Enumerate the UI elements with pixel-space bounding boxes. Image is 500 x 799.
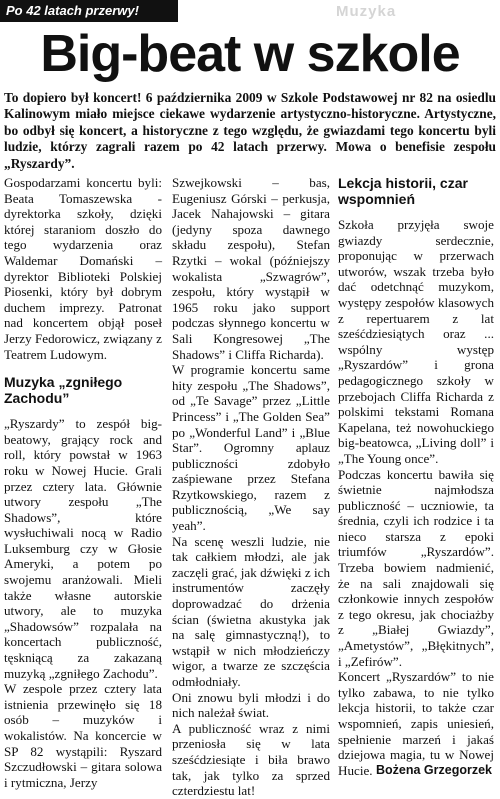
col1-paragraph-1: Gospodarzami koncertu byli: Beata Tomaszewska - dyrektorka szkoły, dzięki której staraniom doszło do tego wydarzenia oraz Waldemar Domański – dyrektor Biblioteki Polskiej Piosenki, który był dobrym duchem imprezy. Patronat nad koncertem objął poseł Jerzy Fedorowicz, związany z Teatrem Ludowym. [4, 175, 162, 362]
col1-paragraph-3: W zespole przez cztery lata istnienia przewinęło się 18 osób – muzyków i wokalistów. Na koncercie w SP 82 wystąpili: Ryszard Szczudłowski – gitara solowa i rytmiczna, Jerzy [4, 681, 162, 790]
column-1 [4, 175, 162, 790]
col2-paragraph-3: Na scenę weszli ludzie, nie tak całkiem młodzi, ale jak zaczęli grać, jak dźwięki z ich instrumentów zaczęły doprowadzać do drżenia ścian (świetna akustyka jak na salę gimnastyczną!), to wstąpił w nich młodzieńczy wigor, a twarze ze szczęścia odmłodniały. [172, 533, 330, 689]
col2-paragraph-5: A publiczność wraz z nimi przeniosła się w lata sześćdziesiąte i biła brawo tak, jak tylko za sprzed czterdziestu lat! [172, 720, 330, 799]
headline: Big-beat w szkole [40, 25, 460, 83]
col3-paragraph-2: Podczas koncertu bawiła się świetnie najmłodsza publiczność – uczniowie, ta średnia, czyli ich rodzice i ta nieco starsza z epoki triumfów „Ryszardów”. Trzeba bowiem nadmienić, że na sali znajdowali się członkowie innych zespołów z tego okresu, jak chociażby z „Białej Gwiazdy”, „Ametystów”, „Błękitnych”, i „Zefirów”. [338, 466, 494, 669]
author-byline: Bożena Grzegorzek [375, 763, 492, 777]
subheading-muzyka: Muzyka „zgniłego Zachodu” [4, 374, 123, 407]
column-2 [172, 175, 330, 799]
column-3 [338, 175, 494, 778]
col2-paragraph-4: Oni znowu byli młodzi i do nich należał świat. [172, 689, 330, 721]
col3-paragraph-3: Koncert „Ryszardów” to nie tylko zabawa, to nie tylko lekcja historii, to także czar wspomnień, zapis uniesień, spełnienie marzeń i jakaś dziejowa magia, tu w Nowej Hucie. [338, 669, 494, 778]
kicker-label: Po 42 latach przerwy! [0, 0, 178, 22]
col1-paragraph-2: „Ryszardy” to zespół big-beatowy, grający rock and roll, który powstał w 1963 roku w Nowej Hucie. Grali przez cztery lata. Głównie utwory zespołu „The Shadows”, które wysłuchiwali nocą w Radio Luksemburg czy w Głosie Ameryki, a potem po swojemu aranżowali. Mieli także własne autorskie utwory, ale to muzyka „Shadowsów” rozpalała na koncertach publiczność, tęskniącą za zakazaną muzyką „zgniłego Zachodu”. [4, 416, 162, 681]
bleed-through-text: Muzyka [336, 3, 397, 20]
subheading-lekcja: Lekcja historii, czar wspomnień [338, 175, 468, 207]
col2-paragraph-2: W programie koncertu same hity zespołu „The Shadows”, od „Te Savage” przez „Little Princess” i „The Golden Sea” po „Wonderful Land” i „Blue Star”. Ogromny aplauz publiczności zdobyło zaśpiewane przez Stefana Rzytkowskiego, razem z publicznością, „We say yeah”. [172, 362, 330, 534]
lead-paragraph: To dopiero był koncert! 6 października 2009 w Szkole Podstawowej nr 82 na osiedlu Kalinowym miało miejsce ciekawe wydarzenie artystyczno-historyczne. Artystyczne, bo odbył się koncert, a historyczne z tego względu, że gwiazdami tego koncertu byli ludzie, którzy zagrali razem po 42 latach przerwy. Mowa o benefisie zespołu „Ryszardy”. [4, 90, 496, 171]
col3-paragraph-1: Szkoła przyjęła swoje gwiazdy serdecznie, proponując w przerwach utworów, wszak trzeba było dać odetchnąć muzykom, występy zespołów klasowych z repertuarem z lat sześćdziesiątych oraz ... wspólny występ „Ryszardów” i grona pedagogicznego szkoły w przebojach Cliffa Richarda z polskimi tekstami Romana Kapelana, też nowohuckiego big-beatowca, „Living doll” i „The Young once”. [338, 217, 494, 466]
col2-paragraph-1: Szwejkowski – bas, Eugeniusz Górski – perkusja, Jacek Nahajowski – gitara (jedyny spoza dawnego składu zespołu), Stefan Rzytki – wokal (późniejszy wokalista „Szwagrów”, zespołu, który wystąpił w 1965 roku jako support podczas słynnego koncertu w Sali Kongresowej „The Shadows” i Cliffa Richarda). [172, 175, 330, 362]
